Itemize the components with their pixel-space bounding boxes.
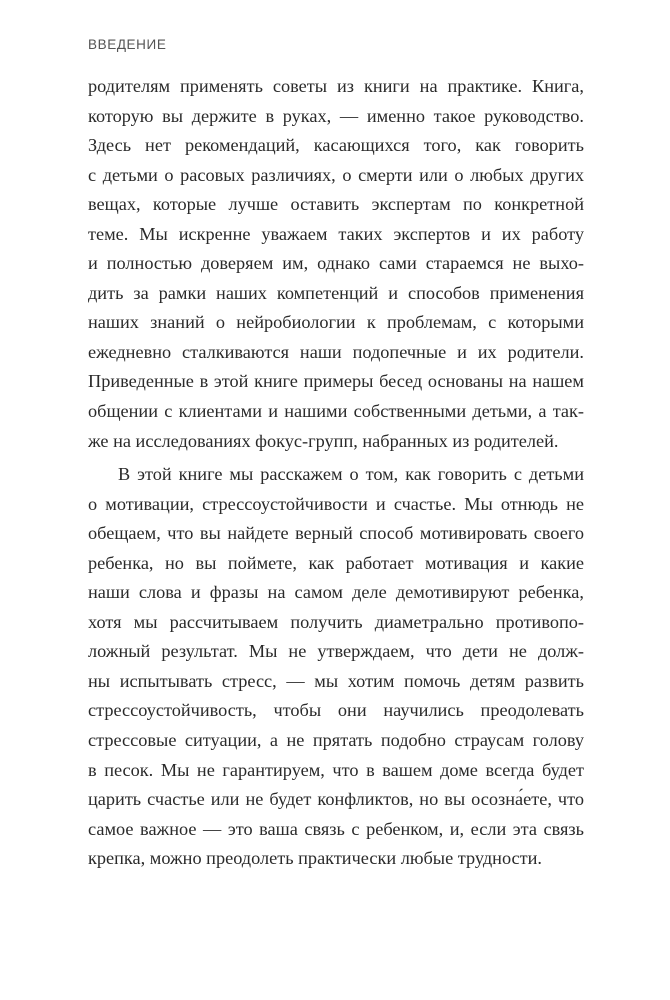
text-line: царить счастье или не будет конфликтов, но вы осозна́ете, что (88, 789, 584, 810)
text-line: дить за рамки наших компетенций и способов применения (88, 282, 584, 303)
body-text (88, 72, 584, 874)
text-line: обещаем, что вы найдете верный способ мотивировать своего (88, 523, 584, 544)
text-line: и полностью доверяем им, однако сами стараемся не выхо- (88, 253, 584, 274)
paragraph-2 (88, 460, 584, 874)
text-line: которую вы держите в руках, — именно такое руководство. (88, 105, 584, 126)
text-line: ложный результат. Мы не утверждаем, что дети не долж- (88, 641, 584, 662)
text-line: стрессоустойчивость, чтобы они научились преодолевать (88, 700, 584, 721)
text-line: ежедневно сталкиваются наши подопечные и их родители. (88, 341, 584, 362)
paragraph-1 (88, 72, 584, 456)
text-line: в песок. Мы не гарантируем, что в вашем доме всегда будет (88, 759, 584, 780)
text-line: Здесь нет рекомендаций, касающихся того, как говорить (88, 135, 584, 156)
text-line: наши слова и фразы на самом деле демотивируют ребенка, (88, 582, 584, 603)
text-line: Приведенные в этой книге примеры бесед основаны на нашем (88, 371, 584, 392)
text-line: же на исследованиях фокус-групп, набранных из родителей. (88, 430, 559, 451)
text-line: ребенка, но вы поймете, как работает мотивация и какие (88, 552, 584, 573)
text-line: вещах, которые лучше оставить экспертам по конкретной (88, 194, 584, 215)
text-line: наших знаний о нейробиологии к проблемам, с которыми (88, 312, 584, 333)
text-line: хотя мы рассчитываем получить диаметрально противопо- (88, 611, 584, 632)
text-line: ны испытывать стресс, — мы хотим помочь детям развить (88, 670, 584, 691)
text-line: стрессовые ситуации, а не прятать подобно страусам голову (88, 730, 584, 751)
text-line: общении с клиентами и нашими собственными детьми, а так- (88, 401, 584, 422)
text-line: родителям применять советы из книги на практике. Книга, (88, 76, 584, 96)
text-line: самое важное — это ваша связь с ребенком, и, если эта связь (88, 818, 584, 839)
running-head: ВВЕДЕНИЕ (88, 37, 167, 52)
text-line: теме. Мы искренне уважаем таких экспертов и их работу (88, 223, 584, 244)
text-line: В этой книге мы расскажем о том, как говорить с детьми (118, 464, 584, 485)
text-line: крепка, можно преодолеть практически любые трудности. (88, 848, 542, 869)
text-line: с детьми о расовых различиях, о смерти или о любых других (88, 164, 584, 185)
text-line: о мотивации, стрессоустойчивости и счастье. Мы отнюдь не (88, 493, 584, 514)
